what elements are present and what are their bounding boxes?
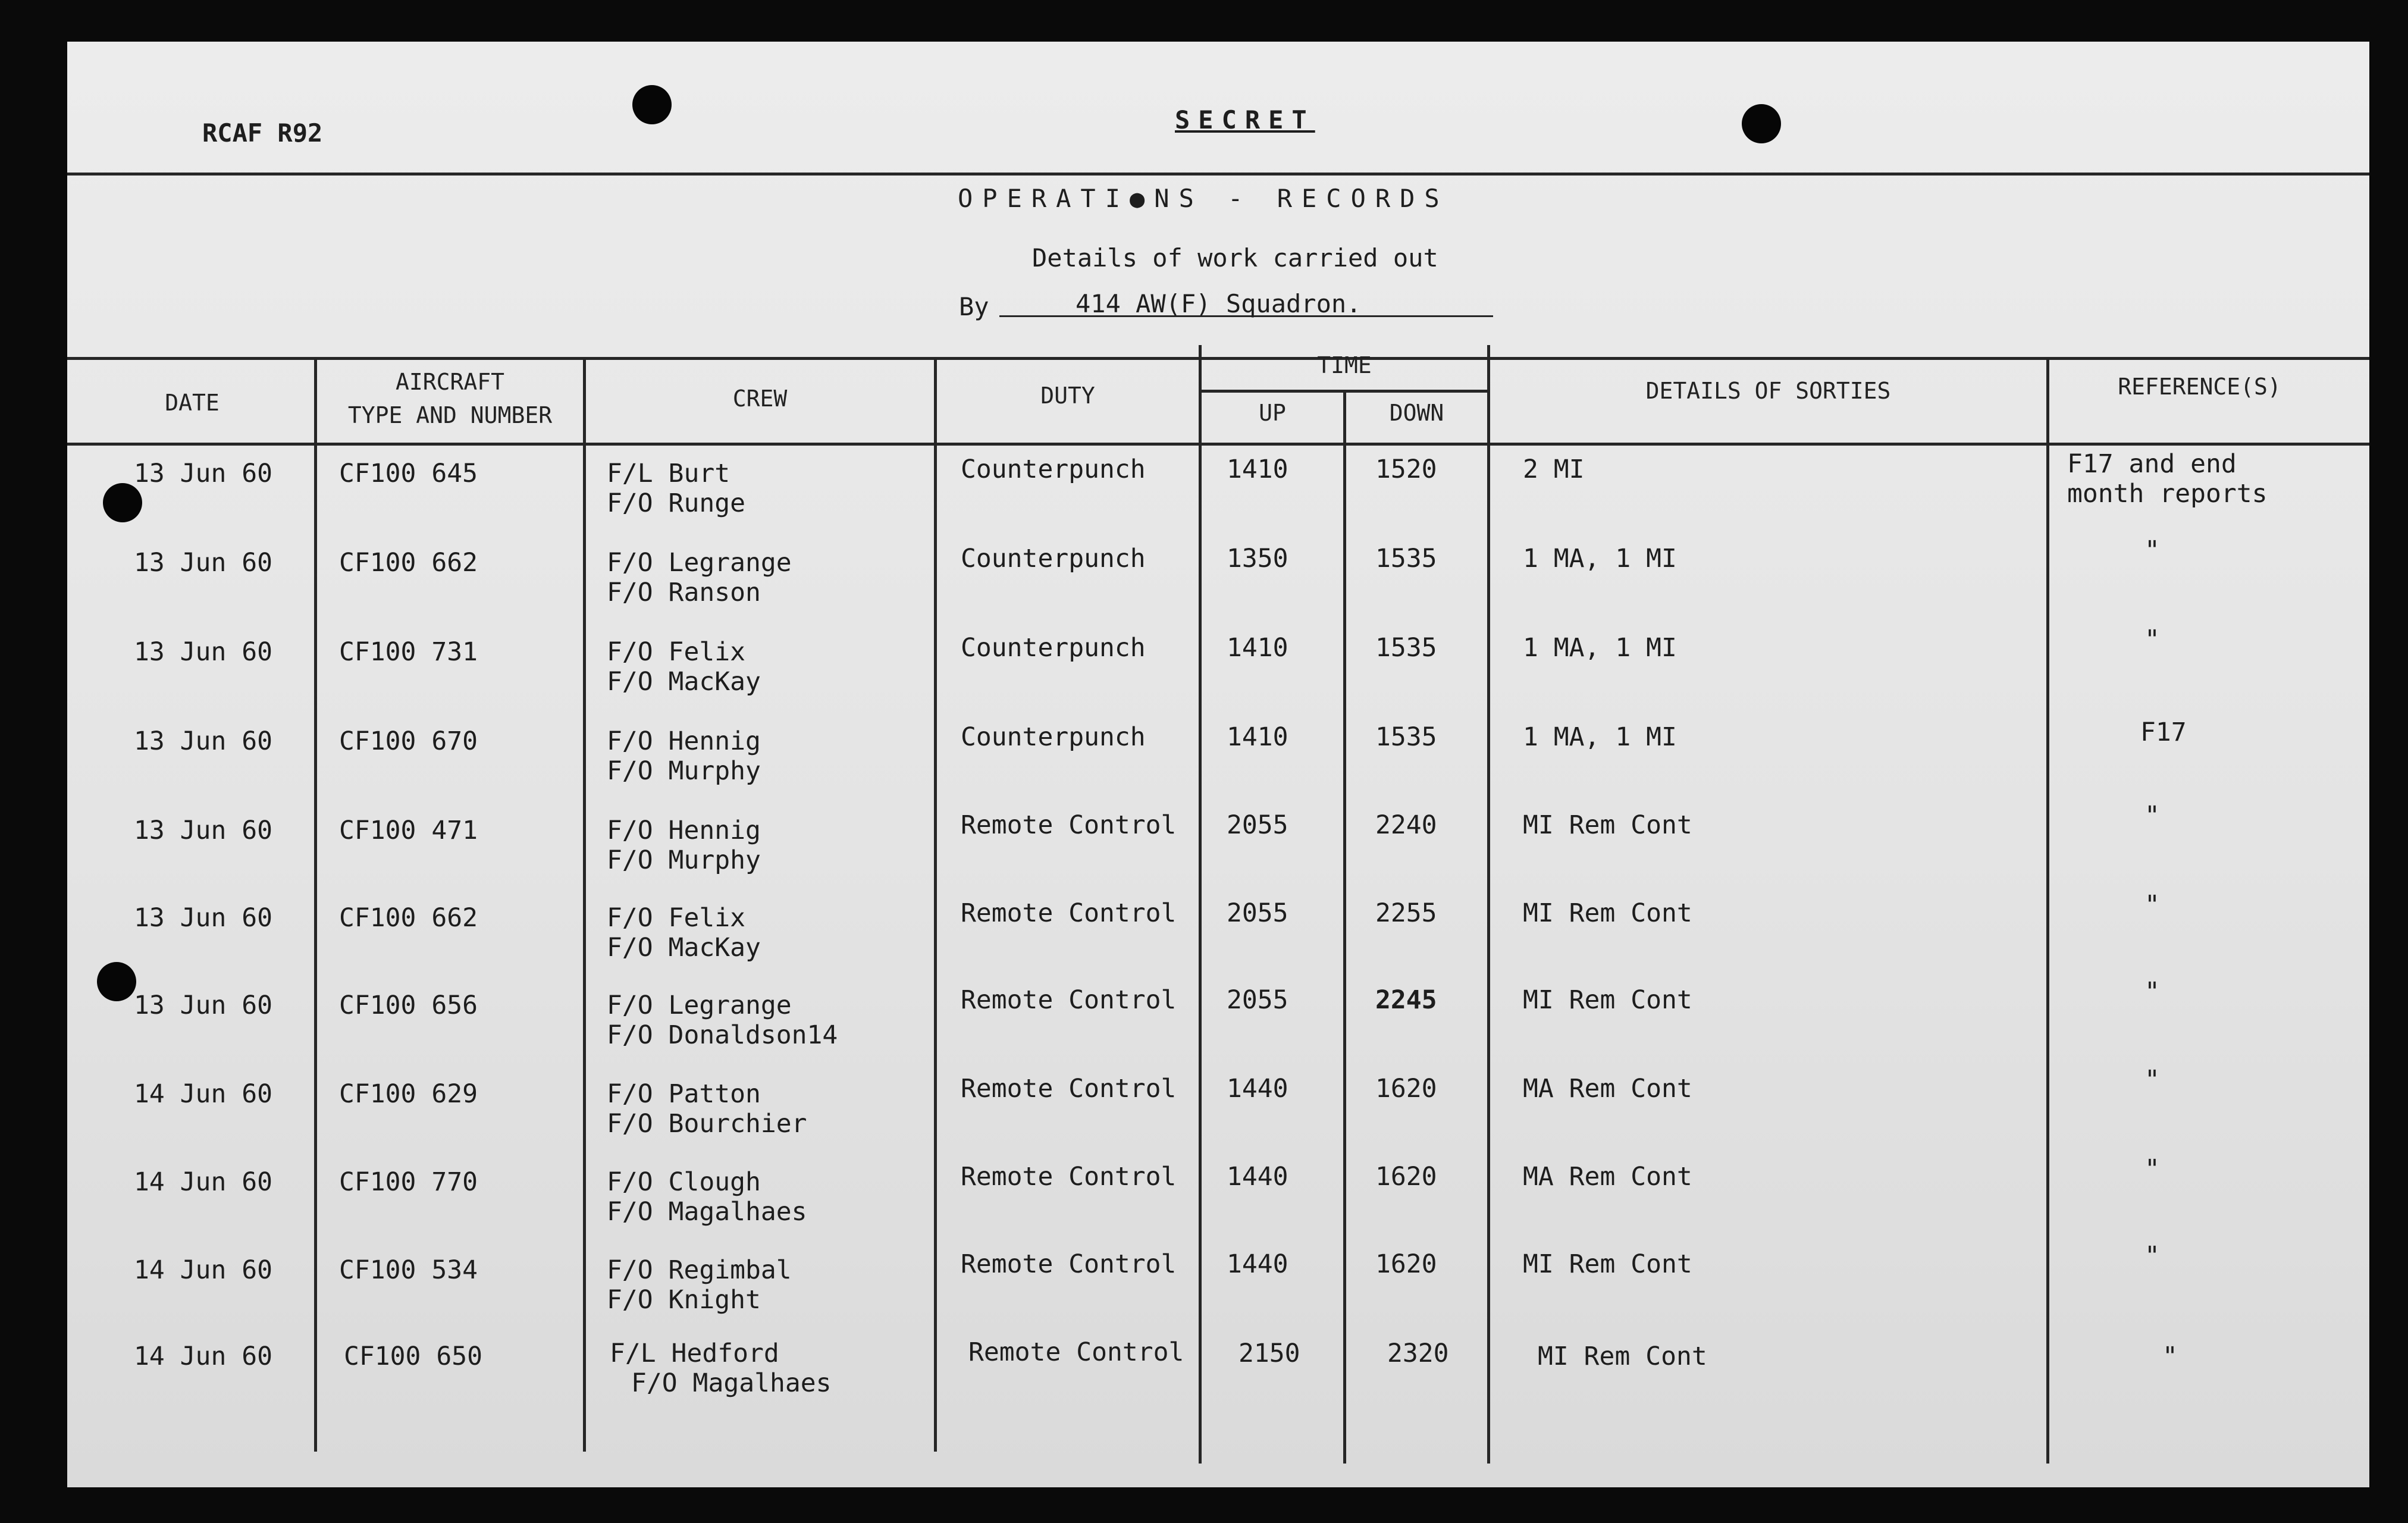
column-header-aircraft-line2: TYPE AND NUMBER [347, 402, 553, 428]
row-duty: Counterpunch [961, 455, 1146, 484]
row-time-down: 1535 [1375, 722, 1437, 752]
crew-member: F/O MacKay [607, 667, 761, 697]
row-time-up: 1440 [1227, 1074, 1288, 1104]
row-time-up: 2055 [1227, 810, 1288, 840]
column-header-up: UP [1259, 400, 1286, 426]
column-divider [1199, 345, 1202, 1464]
crew-member: F/O Bourchier [607, 1109, 807, 1139]
crew-member: F/L Hedford [610, 1339, 779, 1368]
row-date: 13 Jun 60 [134, 637, 272, 667]
column-divider [934, 357, 937, 1452]
row-aircraft: CF100 731 [339, 637, 478, 667]
unit-name: 414 AW(F) Squadron. [1076, 289, 1362, 318]
row-details: MI Rem Cont [1523, 985, 1692, 1015]
row-reference: " [2144, 625, 2160, 654]
row-aircraft: CF100 770 [339, 1167, 478, 1197]
row-aircraft: CF100 629 [339, 1079, 478, 1109]
column-header-time: TIME [1317, 352, 1372, 378]
row-time-down: 2245 [1375, 985, 1437, 1015]
row-reference: " [2144, 890, 2160, 920]
row-date: 14 Jun 60 [134, 1167, 272, 1197]
row-time-up: 1350 [1227, 544, 1288, 574]
row-time-up: 1440 [1227, 1249, 1288, 1279]
row-reference: " [2162, 1342, 2178, 1371]
column-header-date: DATE [165, 390, 220, 416]
row-reference: " [2144, 977, 2160, 1007]
row-reference: " [2144, 1241, 2160, 1271]
row-details: 1 MA, 1 MI [1523, 633, 1677, 663]
row-crew [607, 1167, 807, 1227]
row-crew [607, 991, 838, 1050]
row-aircraft: CF100 662 [339, 903, 478, 933]
row-crew [607, 548, 792, 607]
row-reference: " [2144, 535, 2160, 565]
row-time-up: 1410 [1227, 455, 1288, 484]
row-aircraft: CF100 662 [339, 548, 478, 578]
row-details: 2 MI [1523, 455, 1585, 484]
row-date: 14 Jun 60 [134, 1255, 272, 1285]
document-title: OPERATI●NS - RECORDS [958, 184, 1449, 213]
row-duty: Remote Control [961, 898, 1177, 928]
row-crew [607, 459, 745, 518]
document-subtitle: Details of work carried out [1032, 243, 1438, 272]
row-date: 13 Jun 60 [134, 816, 272, 845]
row-time-up: 1410 [1227, 722, 1288, 752]
punch-hole [632, 85, 672, 124]
crew-member: F/O Murphy [607, 845, 761, 875]
row-date: 14 Jun 60 [134, 1079, 272, 1109]
row-crew [607, 1079, 807, 1139]
row-reference [2067, 449, 2268, 509]
row-details: 1 MA, 1 MI [1523, 544, 1677, 574]
column-header-references: REFERENCE(S) [2118, 374, 2281, 400]
crew-member: F/O MacKay [607, 933, 761, 963]
row-date: 14 Jun 60 [134, 1342, 272, 1371]
punch-hole [1742, 104, 1781, 143]
crew-member: F/O Hennig [607, 726, 761, 756]
row-details: MI Rem Cont [1538, 1342, 1707, 1371]
crew-member: F/O Felix [607, 903, 745, 933]
crew-member: F/O Legrange [607, 548, 792, 578]
row-time-up: 1440 [1227, 1162, 1288, 1192]
row-time-down: 1535 [1375, 544, 1437, 574]
column-header-aircraft-line1: AIRCRAFT [395, 369, 505, 395]
row-duty: Counterpunch [961, 722, 1146, 752]
row-aircraft: CF100 471 [339, 816, 478, 845]
row-time-up: 1410 [1227, 633, 1288, 663]
by-label: By [959, 292, 989, 321]
crew-member: F/O Runge [607, 488, 745, 518]
row-time-up: 2150 [1239, 1339, 1300, 1368]
row-crew [607, 726, 761, 786]
header-rule [67, 173, 2369, 176]
row-duty: Remote Control [961, 1249, 1177, 1279]
row-crew [607, 903, 761, 963]
row-details: MI Rem Cont [1523, 1249, 1692, 1279]
crew-member: F/O Donaldson14 [607, 1020, 838, 1050]
column-header-duty: DUTY [1040, 383, 1095, 409]
row-duty: Counterpunch [961, 633, 1146, 663]
column-header-down: DOWN [1389, 400, 1444, 426]
row-duty: Counterpunch [961, 544, 1146, 574]
row-time-down: 1520 [1375, 455, 1437, 484]
column-divider [1343, 390, 1346, 1464]
reference-line: month reports [2067, 479, 2268, 509]
row-aircraft: CF100 670 [339, 726, 478, 756]
row-date: 13 Jun 60 [134, 991, 272, 1020]
row-aircraft: CF100 645 [339, 459, 478, 488]
row-details: MA Rem Cont [1523, 1074, 1692, 1104]
row-crew [610, 1339, 832, 1398]
crew-member: F/O Murphy [607, 756, 761, 786]
crew-member: F/O Magalhaes [631, 1368, 832, 1398]
crew-member: F/O Magalhaes [607, 1197, 807, 1227]
column-header-crew: CREW [732, 386, 788, 412]
row-time-down: 2240 [1375, 810, 1437, 840]
row-duty: Remote Control [968, 1337, 1184, 1367]
row-date: 13 Jun 60 [134, 459, 272, 488]
row-reference: " [2144, 1154, 2160, 1184]
column-header-details: DETAILS OF SORTIES [1645, 378, 1891, 404]
column-divider [314, 357, 317, 1452]
row-date: 13 Jun 60 [134, 548, 272, 578]
crew-member: F/O Hennig [607, 816, 761, 845]
row-crew [607, 637, 761, 697]
row-details: MA Rem Cont [1523, 1162, 1692, 1192]
column-divider [583, 357, 586, 1452]
row-time-down: 1620 [1375, 1162, 1437, 1192]
row-details: MI Rem Cont [1523, 810, 1692, 840]
table-header-rule [67, 443, 2369, 446]
row-crew [607, 816, 761, 875]
row-time-up: 2055 [1227, 985, 1288, 1015]
row-date: 13 Jun 60 [134, 903, 272, 933]
column-divider [2046, 357, 2049, 1464]
row-aircraft: CF100 534 [339, 1255, 478, 1285]
row-duty: Remote Control [961, 985, 1177, 1015]
row-date: 13 Jun 60 [134, 726, 272, 756]
row-time-down: 2255 [1375, 898, 1437, 928]
classification-heading: SECRET [1175, 105, 1315, 134]
row-duty: Remote Control [961, 1074, 1177, 1104]
row-time-up: 2055 [1227, 898, 1288, 928]
crew-member: F/O Patton [607, 1079, 761, 1109]
punch-hole [103, 483, 142, 522]
column-divider [1487, 345, 1490, 1464]
column-header-aircraft [317, 369, 583, 428]
row-time-down: 1620 [1375, 1074, 1437, 1104]
row-crew [607, 1255, 792, 1315]
row-time-down: 2320 [1387, 1339, 1449, 1368]
row-details: MI Rem Cont [1523, 898, 1692, 928]
row-reference: " [2144, 801, 2160, 831]
crew-member: F/O Knight [607, 1285, 761, 1315]
crew-member: F/O Legrange [607, 991, 792, 1020]
crew-member: F/O Ranson [607, 578, 761, 607]
row-details: 1 MA, 1 MI [1523, 722, 1677, 752]
row-time-down: 1620 [1375, 1249, 1437, 1279]
row-reference: " [2144, 1065, 2160, 1095]
row-aircraft: CF100 656 [339, 991, 478, 1020]
punch-hole [97, 962, 136, 1001]
row-duty: Remote Control [961, 810, 1177, 840]
row-reference: F17 [2140, 717, 2187, 747]
crew-member: F/O Felix [607, 637, 745, 667]
reference-line: F17 and end [2067, 449, 2237, 479]
crew-member: F/L Burt [607, 459, 730, 488]
form-id: RCAF R92 [202, 118, 323, 148]
row-time-down: 1535 [1375, 633, 1437, 663]
crew-member: F/O Clough [607, 1167, 761, 1197]
row-aircraft: CF100 650 [344, 1342, 482, 1371]
crew-member: F/O Regimbal [607, 1255, 792, 1285]
row-duty: Remote Control [961, 1162, 1177, 1192]
